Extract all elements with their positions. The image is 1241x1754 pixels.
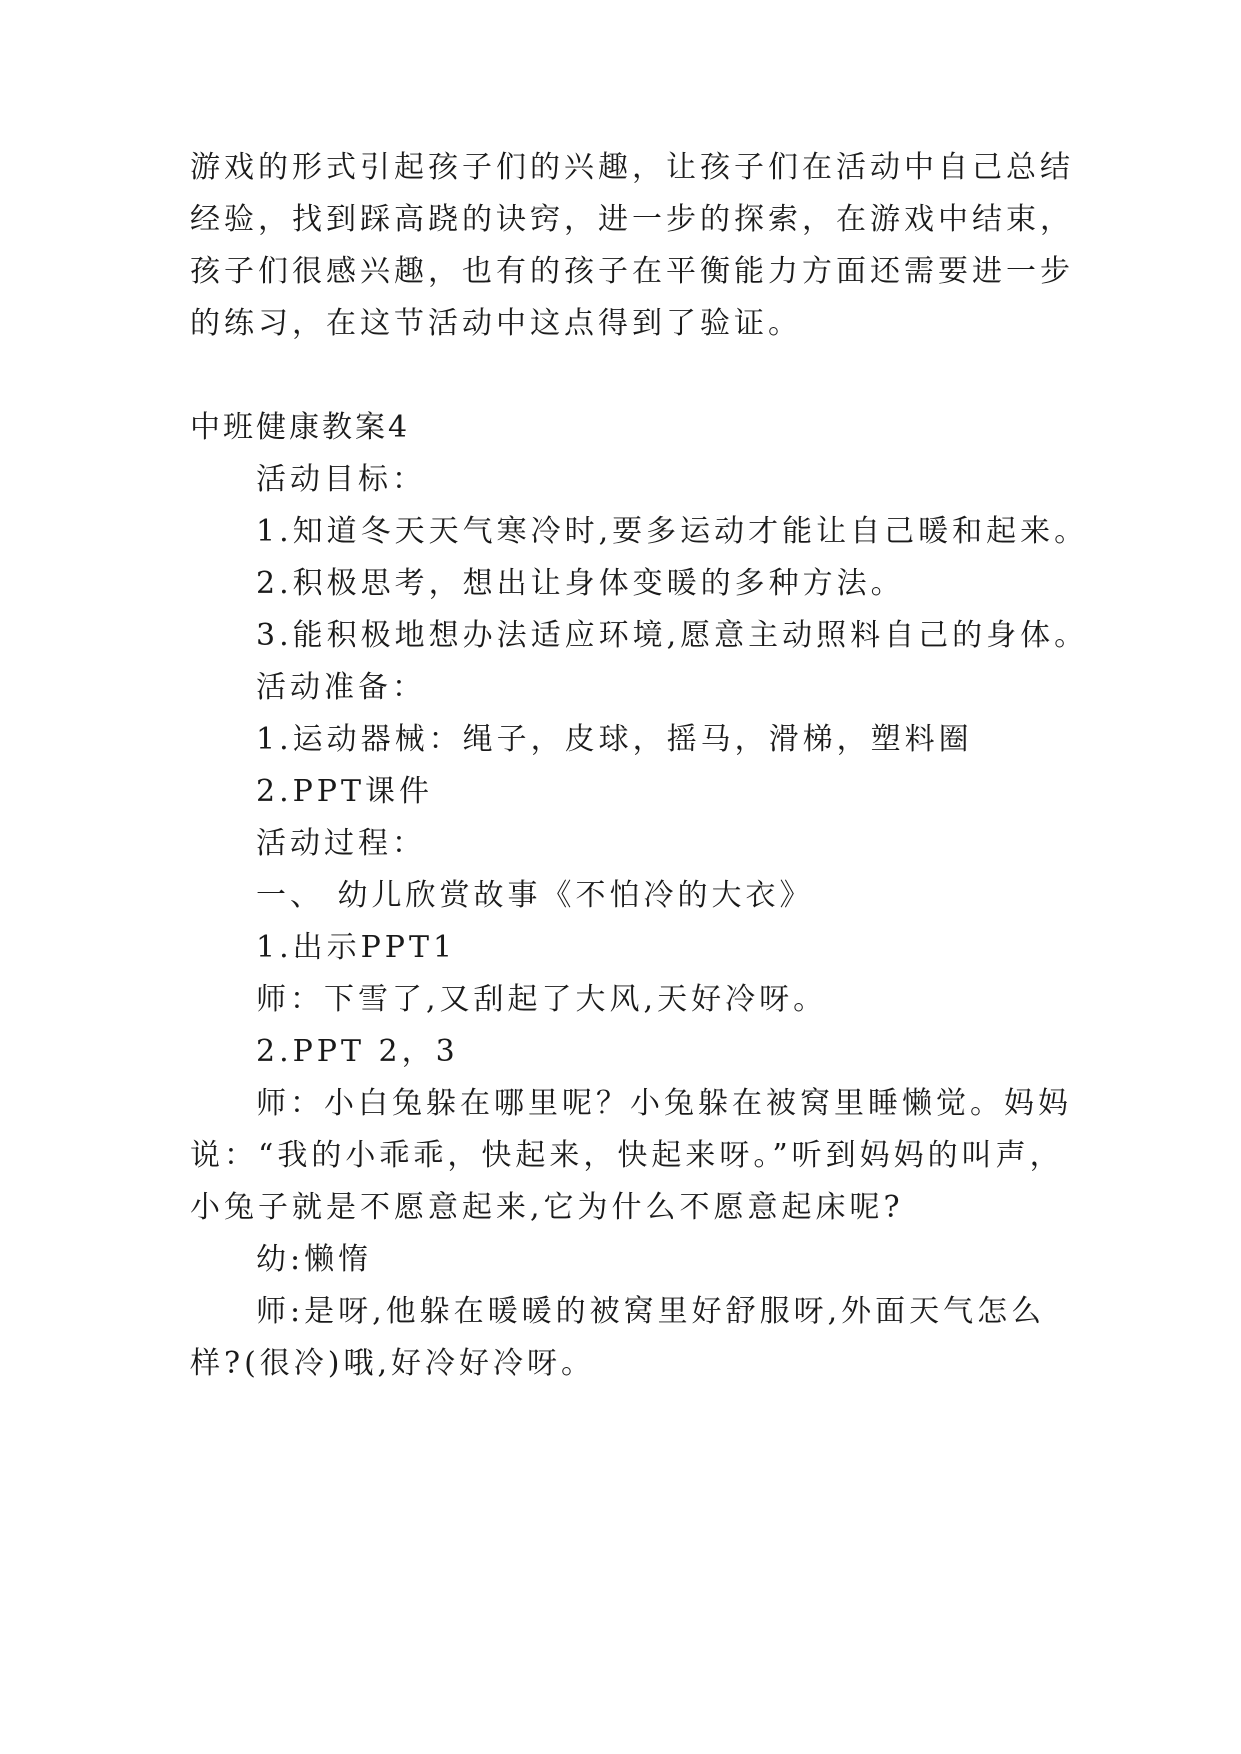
list-item: 3.能积极地想办法适应环境,愿意主动照料自己的身体。 (256, 618, 1089, 653)
subheading-preparation: 活动准备： (256, 670, 426, 705)
dialogue-line: 师:是呀,他躲在暖暖的被窝里好舒服呀,外面天气怎么 (256, 1294, 1046, 1329)
section-title: 中班健康教案4 (190, 410, 411, 445)
list-item: 2.PPT 2，3 (256, 1034, 459, 1069)
dialogue-line: 师：小白兔躲在哪里呢？小兔躲在被窝里睡懒觉。妈妈 (256, 1086, 1072, 1121)
paragraph-line: 的练习，在这节活动中这点得到了验证。 (190, 306, 802, 341)
list-item: 2.积极思考，想出让身体变暖的多种方法。 (256, 566, 905, 601)
list-item: 2.PPT课件 (256, 774, 434, 809)
list-item: 1.知道冬天天气寒冷时,要多运动才能让自己暖和起来。 (256, 514, 1089, 549)
dialogue-line: 小兔子就是不愿意起来,它为什么不愿意起床呢? (190, 1190, 904, 1225)
list-item: 1.出示PPT1 (256, 930, 457, 965)
paragraph-line: 孩子们很感兴趣，也有的孩子在平衡能力方面还需要进一步 (190, 254, 1074, 289)
subheading-process: 活动过程： (256, 826, 426, 861)
paragraph-line: 经验，找到踩高跷的诀窍，进一步的探索，在游戏中结束， (190, 202, 1074, 237)
subheading-goals: 活动目标： (256, 462, 426, 497)
dialogue-line: 师：下雪了,又刮起了大风,天好冷呀。 (256, 982, 828, 1017)
process-step: 一、 幼儿欣赏故事《不怕冷的大衣》 (256, 878, 814, 913)
list-item: 1.运动器械：绳子，皮球，摇马，滑梯，塑料圈 (256, 722, 973, 757)
dialogue-line: 幼:懒惰 (256, 1242, 373, 1277)
dialogue-line: 说：“我的小乖乖，快起来，快起来呀。”听到妈妈的叫声， (190, 1138, 1064, 1173)
paragraph-line: 游戏的形式引起孩子们的兴趣，让孩子们在活动中自己总结 (190, 150, 1074, 185)
dialogue-line: 样?(很冷)哦,好冷好冷呀。 (190, 1346, 596, 1381)
